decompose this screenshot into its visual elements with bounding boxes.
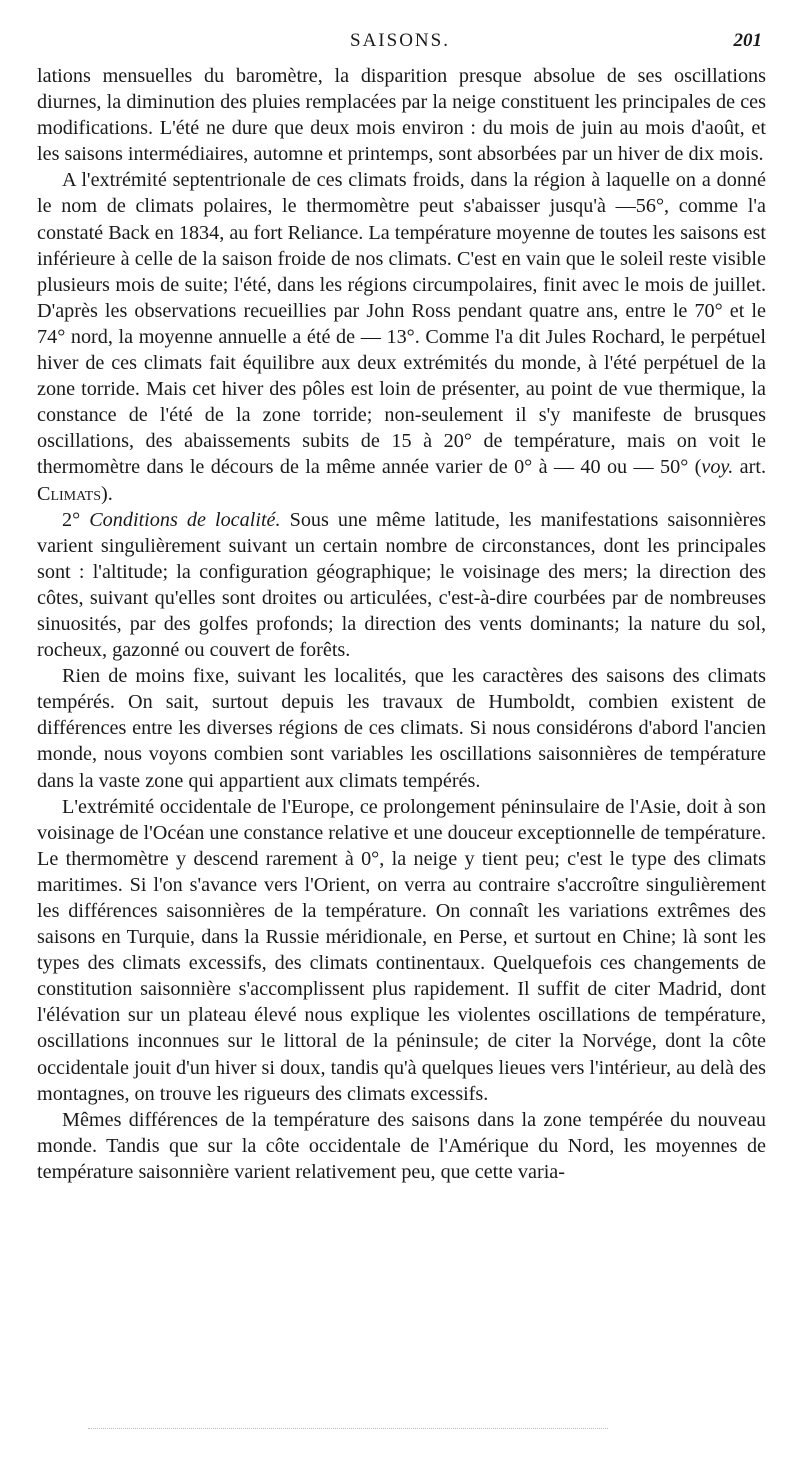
page-number: 201	[733, 30, 762, 51]
section-number: 2°	[62, 508, 90, 531]
ref-voy: voy.	[701, 456, 734, 479]
paragraph-1: lations mensuelles du baromètre, la disparition presque absolue de ses oscillations diurnes, la diminution des pluies remplacées par la neige constituent les principales de ces modifications. L'été ne dure que deux mois environ : du mois de juin au mois d'août, et les saisons intermédiaires, automne et printemps, sont absorbées par un hiver de dix mois.	[37, 65, 766, 166]
paragraph-6: Mêmes différences de la température des saisons dans la zone tempérée du nouveau monde. Tandis que sur la côte occidentale de l'Amérique du Nord, les moyennes de température saisonnière varient relativement peu, que cette varia-	[37, 1108, 766, 1183]
paragraph-4: Rien de moins fixe, suivant les localités, que les caractères des saisons des climats tempérés. On sait, surtout depuis les travaux de Humboldt, combien existent de différences entre les diverses régions de ces climats. Si nous considérons d'abord l'ancien monde, nous voyons combien sont variables les oscillations saisonnières de température dans la vaste zone qui appartient aux climats tempérés.	[37, 665, 766, 792]
body-text	[37, 63, 766, 1185]
ref-art: art.	[733, 456, 766, 479]
footer-dotted-rule	[88, 1428, 608, 1429]
ref-close: ).	[101, 482, 113, 505]
paragraph-3-text: Sous une même latitude, les manifestations saisonnières varient singulièrement suivant un certain nombre de circonstances, dont les principales sont : l'altitude; la configuration géographique; le voisinage des mers; la direction des côtes, suivant qu'elles sont droites ou articulées, c'est-à-dire courbées par de nombreuses sinuosités, par des golfes profonds; la direction des vents dominants; la nature du sol, rocheux, gazonné ou couvert de forêts.	[37, 508, 767, 662]
paragraph-2	[37, 167, 766, 506]
paragraph-3	[37, 507, 766, 664]
paragraph-5: L'extrémité occidentale de l'Europe, ce prolongement péninsulaire de l'Asie, doit à son voisinage de l'Océan une constance relative et une douceur exceptionnelle de température. Le thermomètre y descend rarement à 0°, la neige y tient peu; c'est le type des climats maritimes. Si l'on s'avance vers l'Orient, on verra au contraire s'accroître singulièrement les différences saisonnières de la température. On connaît les variations extrêmes des saisons en Turquie, dans la Russie méridionale, en Perse, et surtout en Chine; là sont les types des climats excessifs, des climats continentaux. Quelquefois ces changements de constitution saisonnière s'accomplissent plus rapidement. Il suffit de citer Madrid, dont l'élévation sur un plateau élevé nous explique les violentes oscillations de température, oscillations inconnues sur le littoral de la péninsule; de citer la Norvége, dont la côte occidentale jouit d'un hiver si doux, tandis qu'à quelques lieues vers l'intérieur, au delà des montagnes, on trouve les rigueurs des climats excessifs.	[37, 795, 766, 1105]
ref-climats: Climats	[37, 482, 102, 505]
section-heading: Conditions de localité.	[89, 508, 281, 531]
running-head	[38, 30, 762, 60]
running-title: SAISONS.	[350, 30, 450, 51]
paragraph-2-text: A l'extrémité septentrionale de ces climats froids, dans la région à laquelle on a donné le nom de climats polaires, le thermomètre peut s'abaisser jusqu'à —56°, comme l'a constaté Back en 1834, au fort Reliance. La température moyenne de toutes les saisons est inférieure à celle de la saison froide de nos climats. C'est en vain que le soleil reste visible plusieurs mois de suite; l'été, dans les régions circumpolaires, finit avec le mois de juillet. D'après les observations recueillies par John Ross pendant quatre ans, entre le 70° et le 74° nord, la moyenne annuelle a été de — 13°. Comme l'a dit Jules Rochard, le perpétuel hiver de ces climats fait équilibre aux deux extrémités du monde, à l'été perpétuel de la zone torride. Mais cet hiver des pôles est loin de présenter, au point de vue thermique, la constance de l'été de la zone torride; non-seulement il s'y manifeste de brusques oscillations, des abaissements subits de 15 à 20° de température, mais on voit le thermomètre dans le décours de la même année varier de 0° à — 40 ou — 50° (	[37, 169, 766, 479]
